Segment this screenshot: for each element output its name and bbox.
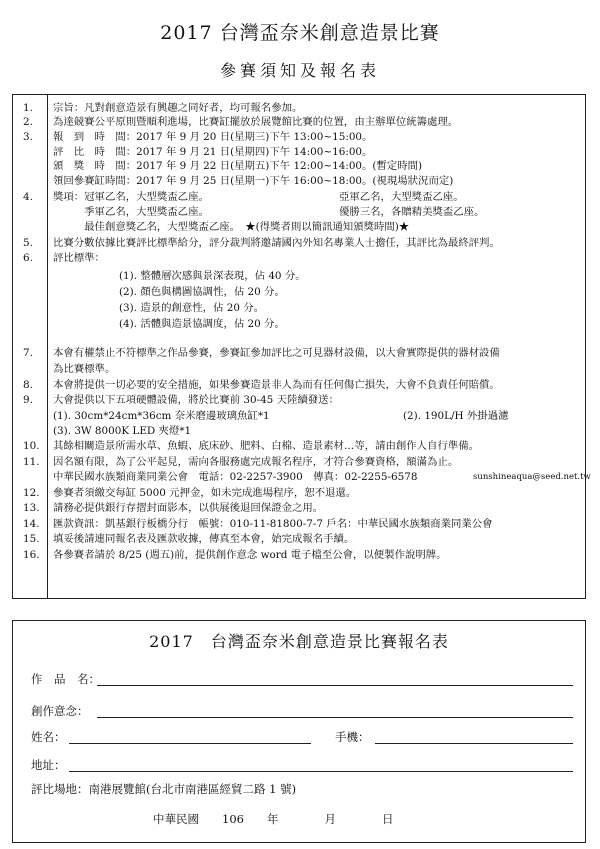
rule-text: 季軍乙名，大型獎盃乙座。 (53, 206, 209, 218)
rule-text: 填妥後請連同報名表及匯款收據，傳真至本會，始完成報名手續。 (53, 533, 355, 545)
work-name-field[interactable] (97, 685, 573, 686)
rule-row (13, 174, 585, 189)
rule-row (13, 317, 585, 332)
rule-row (13, 251, 585, 266)
rule-row (13, 532, 585, 547)
rule-text: 宗旨：凡對創意造景有興趣之同好者，均可報名參加。 (53, 102, 303, 114)
rule-row (13, 145, 585, 160)
rule-text-right: 亞軍乙名，大型獎盃乙座。 (339, 191, 464, 203)
rule-row (13, 378, 585, 393)
rule-row (13, 362, 585, 377)
rules-box (12, 94, 591, 599)
rule-text: 評 比 時 間：2017 年 9 月 21 日(星期四)下午 14:00~16:00。 (53, 146, 373, 158)
rule-text: (1). 30cm*24cm*36cm 奈米磨邊玻璃魚缸*1 (53, 410, 270, 422)
rule-text: (1). 整體層次感與景深表現，佔 40 分。 (119, 270, 306, 282)
rule-text: 本會將提供一切必要的安全措施，如果參賽造景非人為而有任何傷亡損失，大會不負責任何賠償。 (53, 379, 500, 391)
rule-text: 其餘相關造景所需水草、魚蝦、底床砂、肥料、白棉、造景素材…等，請由創作人自行準備。 (53, 440, 480, 452)
rule-text: 請務必提供銀行存摺封面影本，以供展後退回保證金之用。 (53, 502, 324, 514)
rule-text: 各參賽者請於 8/25 (週五)前，提供創作意念 word 電子檔至公會，以便製作說明牌。 (53, 549, 447, 561)
rule-row (13, 301, 585, 316)
page-title: 2017 台灣盃奈米創意造景比賽 (160, 22, 440, 44)
rule-row (13, 393, 585, 408)
rule-text: 報 到 時 間：2017 年 9 月 20 日(星期三)下午 13:00~15:00。 (53, 131, 373, 143)
rule-row (13, 236, 585, 251)
rule-text: 獎項：冠軍乙名，大型獎盃乙座。 (53, 191, 209, 203)
rule-number: 12. (23, 487, 40, 499)
concept-field[interactable] (97, 717, 573, 718)
phone-label: 手機： (335, 730, 370, 744)
rule-row (13, 486, 585, 501)
rule-number: 2. (23, 116, 33, 128)
rule-row (13, 424, 585, 439)
rule-row (13, 285, 585, 300)
rule-number: 7. (23, 347, 33, 359)
rule-row (13, 269, 585, 284)
rule-text: 本會有權禁止不符標準之作品參賽，參賽缸參加評比之可見器材設備，以大會實際提供的器材設備 (53, 347, 500, 359)
rule-row (13, 159, 585, 174)
rule-text: 匯款資訊：凱基銀行板橋分行 帳號：010-11-81800-7-7 戶名：中華民國水族類商業同業公會 (53, 518, 493, 530)
rule-row (13, 439, 585, 454)
rule-row (13, 409, 585, 424)
phone-field[interactable] (375, 743, 573, 744)
rule-text: 最佳創意獎乙名，大型獎盃乙座。 ★(得獎者則以簡訊通知頒獎時間)★ (53, 221, 410, 233)
work-name-label: 作 品 名： (31, 672, 100, 686)
rule-number: 8. (23, 379, 33, 391)
rule-row (13, 455, 585, 470)
rule-row (13, 548, 585, 563)
registration-form (12, 620, 586, 843)
rule-number: 5. (23, 237, 33, 249)
rule-number: 10. (23, 440, 40, 452)
rule-number: 3. (23, 131, 33, 143)
rule-text: 參賽者須繳交每缸 5000 元押金，如未完成進場程序，恕不退還。 (53, 487, 357, 499)
rule-row (13, 190, 585, 205)
rule-text-right: 優勝三名，各贈精美獎盃乙座。 (339, 206, 485, 218)
rule-number: 11. (23, 456, 40, 468)
rule-number: 9. (23, 394, 33, 406)
rule-row (13, 101, 585, 116)
address-label: 地址： (31, 758, 66, 772)
rule-text: 比賽分數依據比賽評比標準給分，評分裁判將邀請國內外知名專業人士擔任，其評比為最終評判。 (53, 237, 500, 249)
venue-text: 評比場地：南港展覽館(台北市南港區經貿二路 1 號) (31, 782, 297, 796)
rule-text: 中華民國水族類商業同業公會 電話：02-2257-3900 傳真：02-2255-6578 (53, 471, 418, 483)
rule-text: 評比標準： (53, 252, 105, 264)
rule-text: (3). 3W 8000K LED 夾燈*1 (53, 425, 192, 437)
form-title: 2017 台灣盃奈米創意造景比賽報名表 (149, 632, 449, 651)
rule-number: 15. (23, 533, 40, 545)
rule-row (13, 205, 585, 220)
name-field[interactable] (69, 743, 311, 744)
rule-row (13, 130, 585, 145)
rule-row (13, 517, 585, 532)
rule-text: 頒 獎 時 間：2017 年 9 月 22 日(星期五)下午 12:00~14:00。(暫定時間) (53, 160, 423, 172)
rule-text: (4). 活體與造景協調度，佔 20 分。 (119, 318, 285, 330)
rule-text: (3). 造景的創意性，佔 20 分。 (119, 302, 265, 314)
address-field[interactable] (69, 771, 573, 772)
rule-number: 4. (23, 191, 33, 203)
rule-number: 13. (23, 502, 40, 514)
rule-number: 1. (23, 102, 33, 114)
date-line: 中華民國 106 年 月 日 (153, 812, 394, 826)
rule-text-right: (2). 190L/H 外掛過濾 (403, 410, 509, 422)
rule-row (13, 501, 585, 516)
rule-text: (2). 顏色與構圖協調性，佔 20 分。 (119, 286, 285, 298)
rule-number: 16. (23, 549, 40, 561)
rule-text: 領回參賽缸時間：2017 年 9 月 25 日(星期一)下午 16:00~18:00。(視現場狀況而定) (53, 175, 454, 187)
rule-text: 為達競賽公平原則暨順利進場，比賽缸擺放於展覽館比賽的位置，由主辦單位統籌處理。 (53, 116, 459, 128)
page-subtitle: 參賽須知及報名表 (219, 61, 380, 80)
rule-text: 因名額有限，為了公平起見，需向各服務處完成報名程序，才符合參賽資格，額滿為止。 (53, 456, 459, 468)
rule-row (13, 346, 585, 361)
rule-number: 14. (23, 518, 40, 530)
rule-number: 6. (23, 252, 33, 264)
email-text[interactable]: sunshineaqua@seed.net.tw (473, 472, 591, 482)
concept-label: 創作意念： (31, 704, 89, 718)
name-label: 姓名： (31, 730, 66, 744)
rule-row (13, 220, 585, 235)
rule-row (13, 470, 591, 485)
rule-text: 大會提供以下五項硬體設備，將於比賽前 30-45 天陸續發送： (53, 394, 339, 406)
rule-row (13, 115, 585, 130)
rule-text: 為比賽標準。 (53, 363, 116, 375)
